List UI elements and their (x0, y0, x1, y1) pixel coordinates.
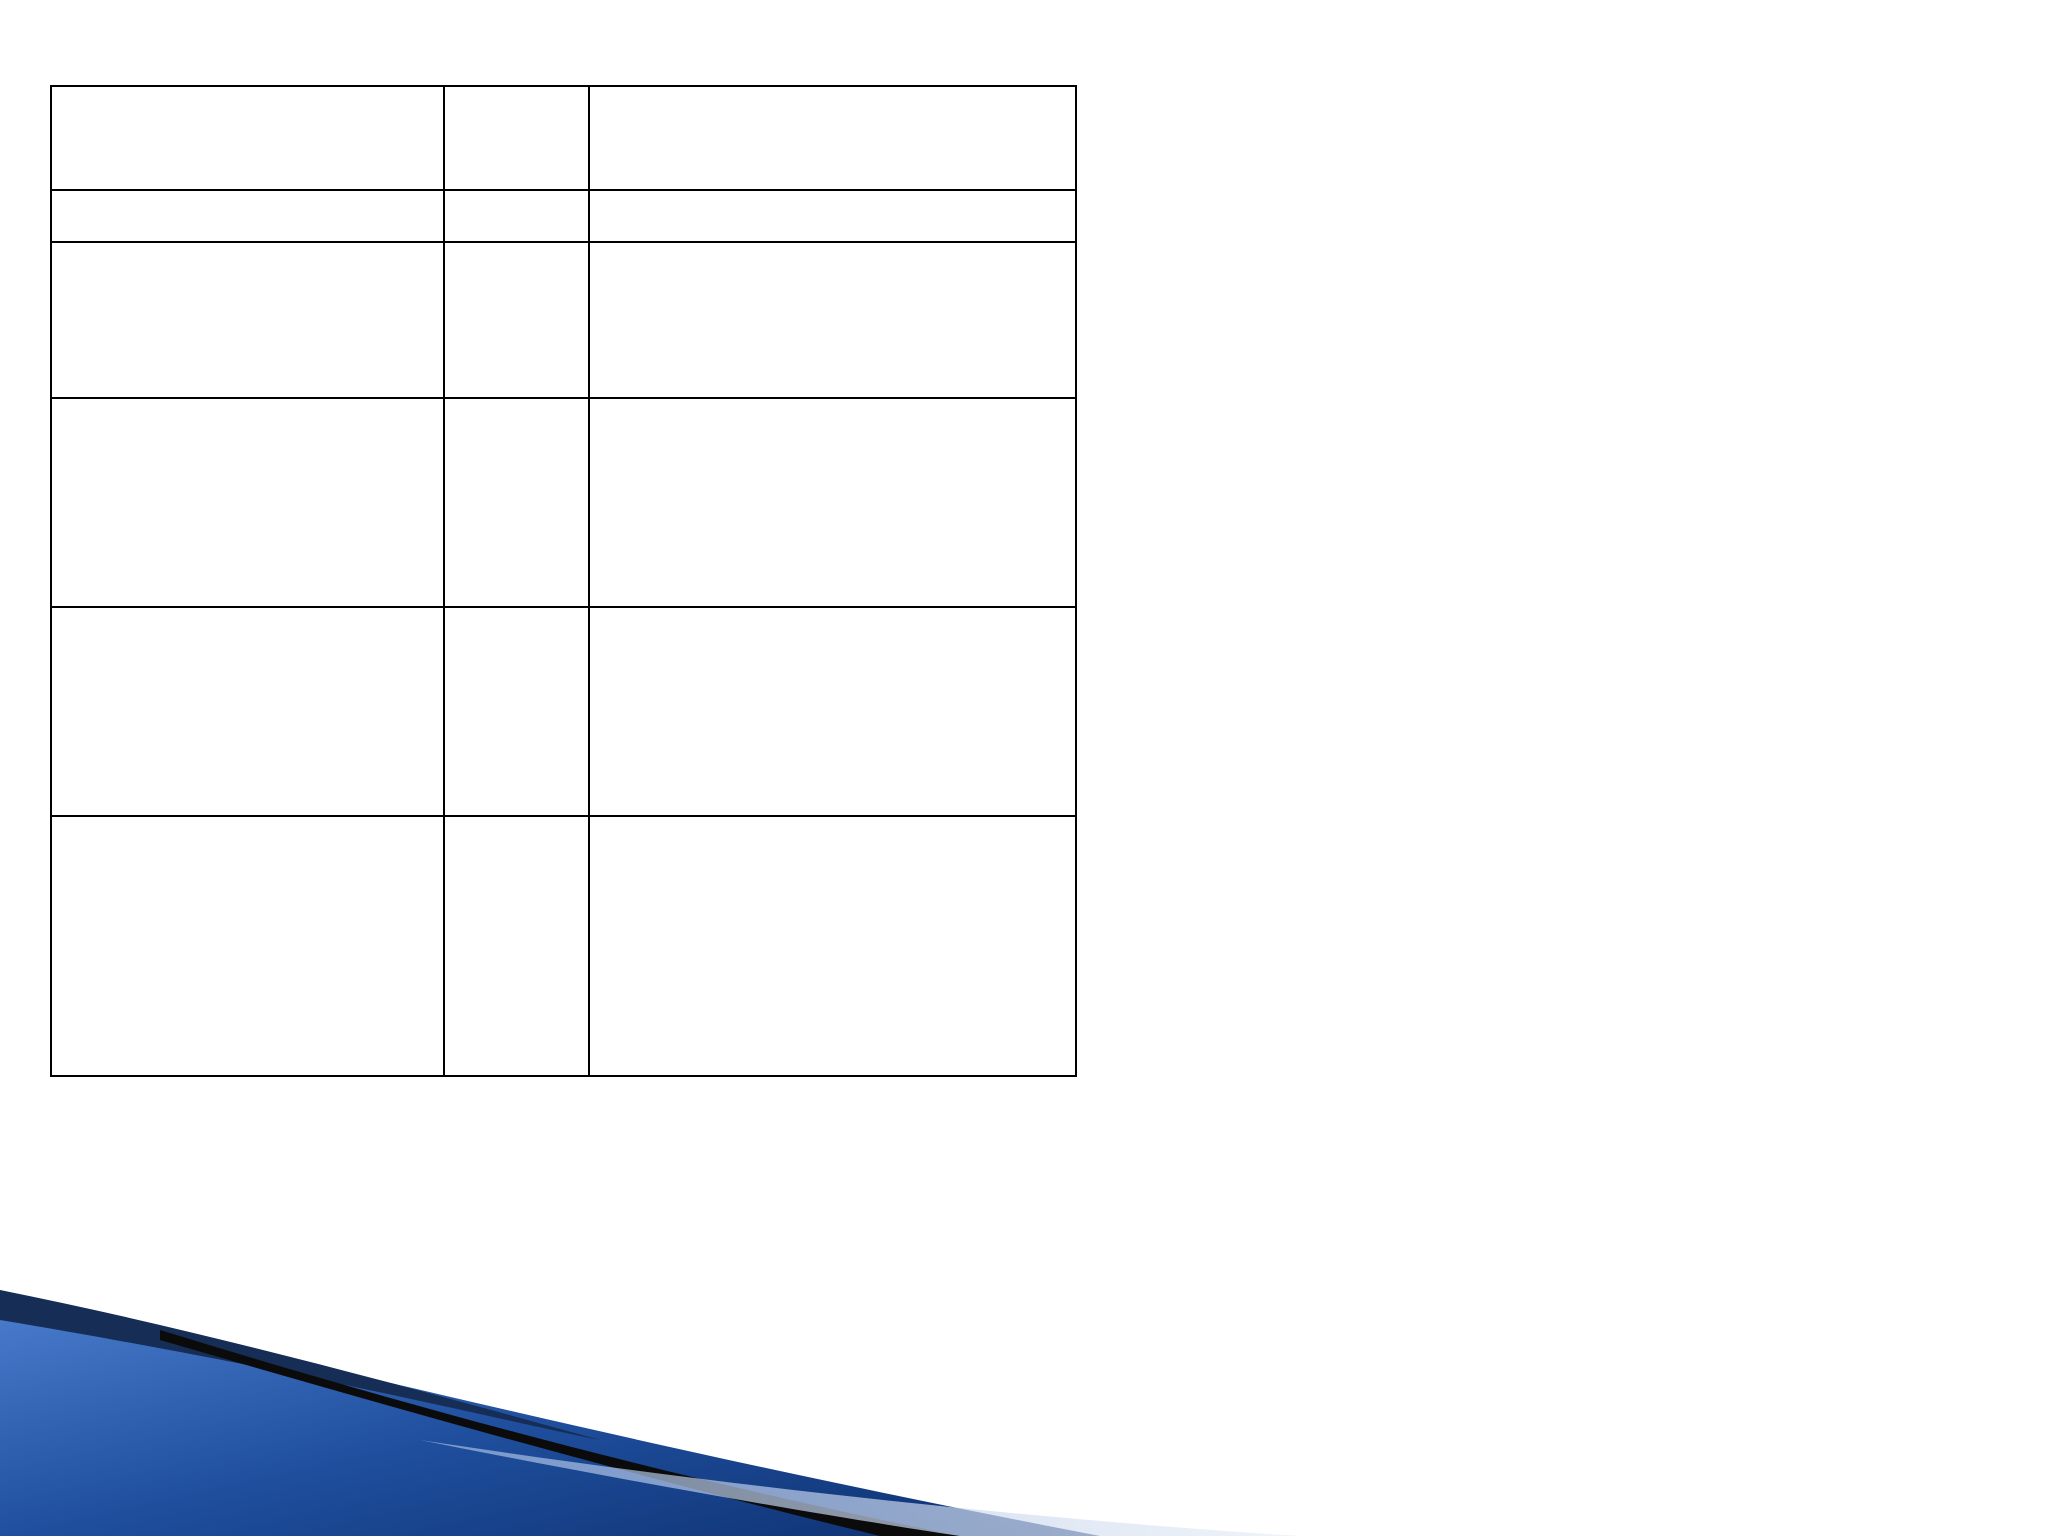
table-header-row (51, 86, 1076, 190)
biofacies-cell (51, 816, 444, 1076)
biofacies-cell (51, 607, 444, 816)
factor-scores-cell (444, 607, 589, 816)
table-row (51, 607, 1076, 816)
biofacies-table (50, 85, 1077, 1077)
factor-scores-cell (444, 398, 589, 607)
table-row (51, 242, 1076, 398)
environment-cell (589, 816, 1076, 1076)
environment-cell (589, 607, 1076, 816)
header-environment (589, 86, 1076, 190)
table-row (51, 398, 1076, 607)
environment-cell (589, 242, 1076, 398)
factor-scores-cell (444, 242, 589, 398)
stratigraphic-chart (1100, 0, 2048, 1536)
biofacies-cell (51, 242, 444, 398)
table-spacer-row (51, 190, 1076, 242)
header-biofacies (51, 86, 444, 190)
header-factor-scores (444, 86, 589, 190)
factor-scores-cell (444, 816, 589, 1076)
table-cell-empty (589, 190, 1076, 242)
table-cell-empty (444, 190, 589, 242)
table-cell-empty (51, 190, 444, 242)
environment-cell (589, 398, 1076, 607)
biofacies-cell (51, 398, 444, 607)
table-row (51, 816, 1076, 1076)
